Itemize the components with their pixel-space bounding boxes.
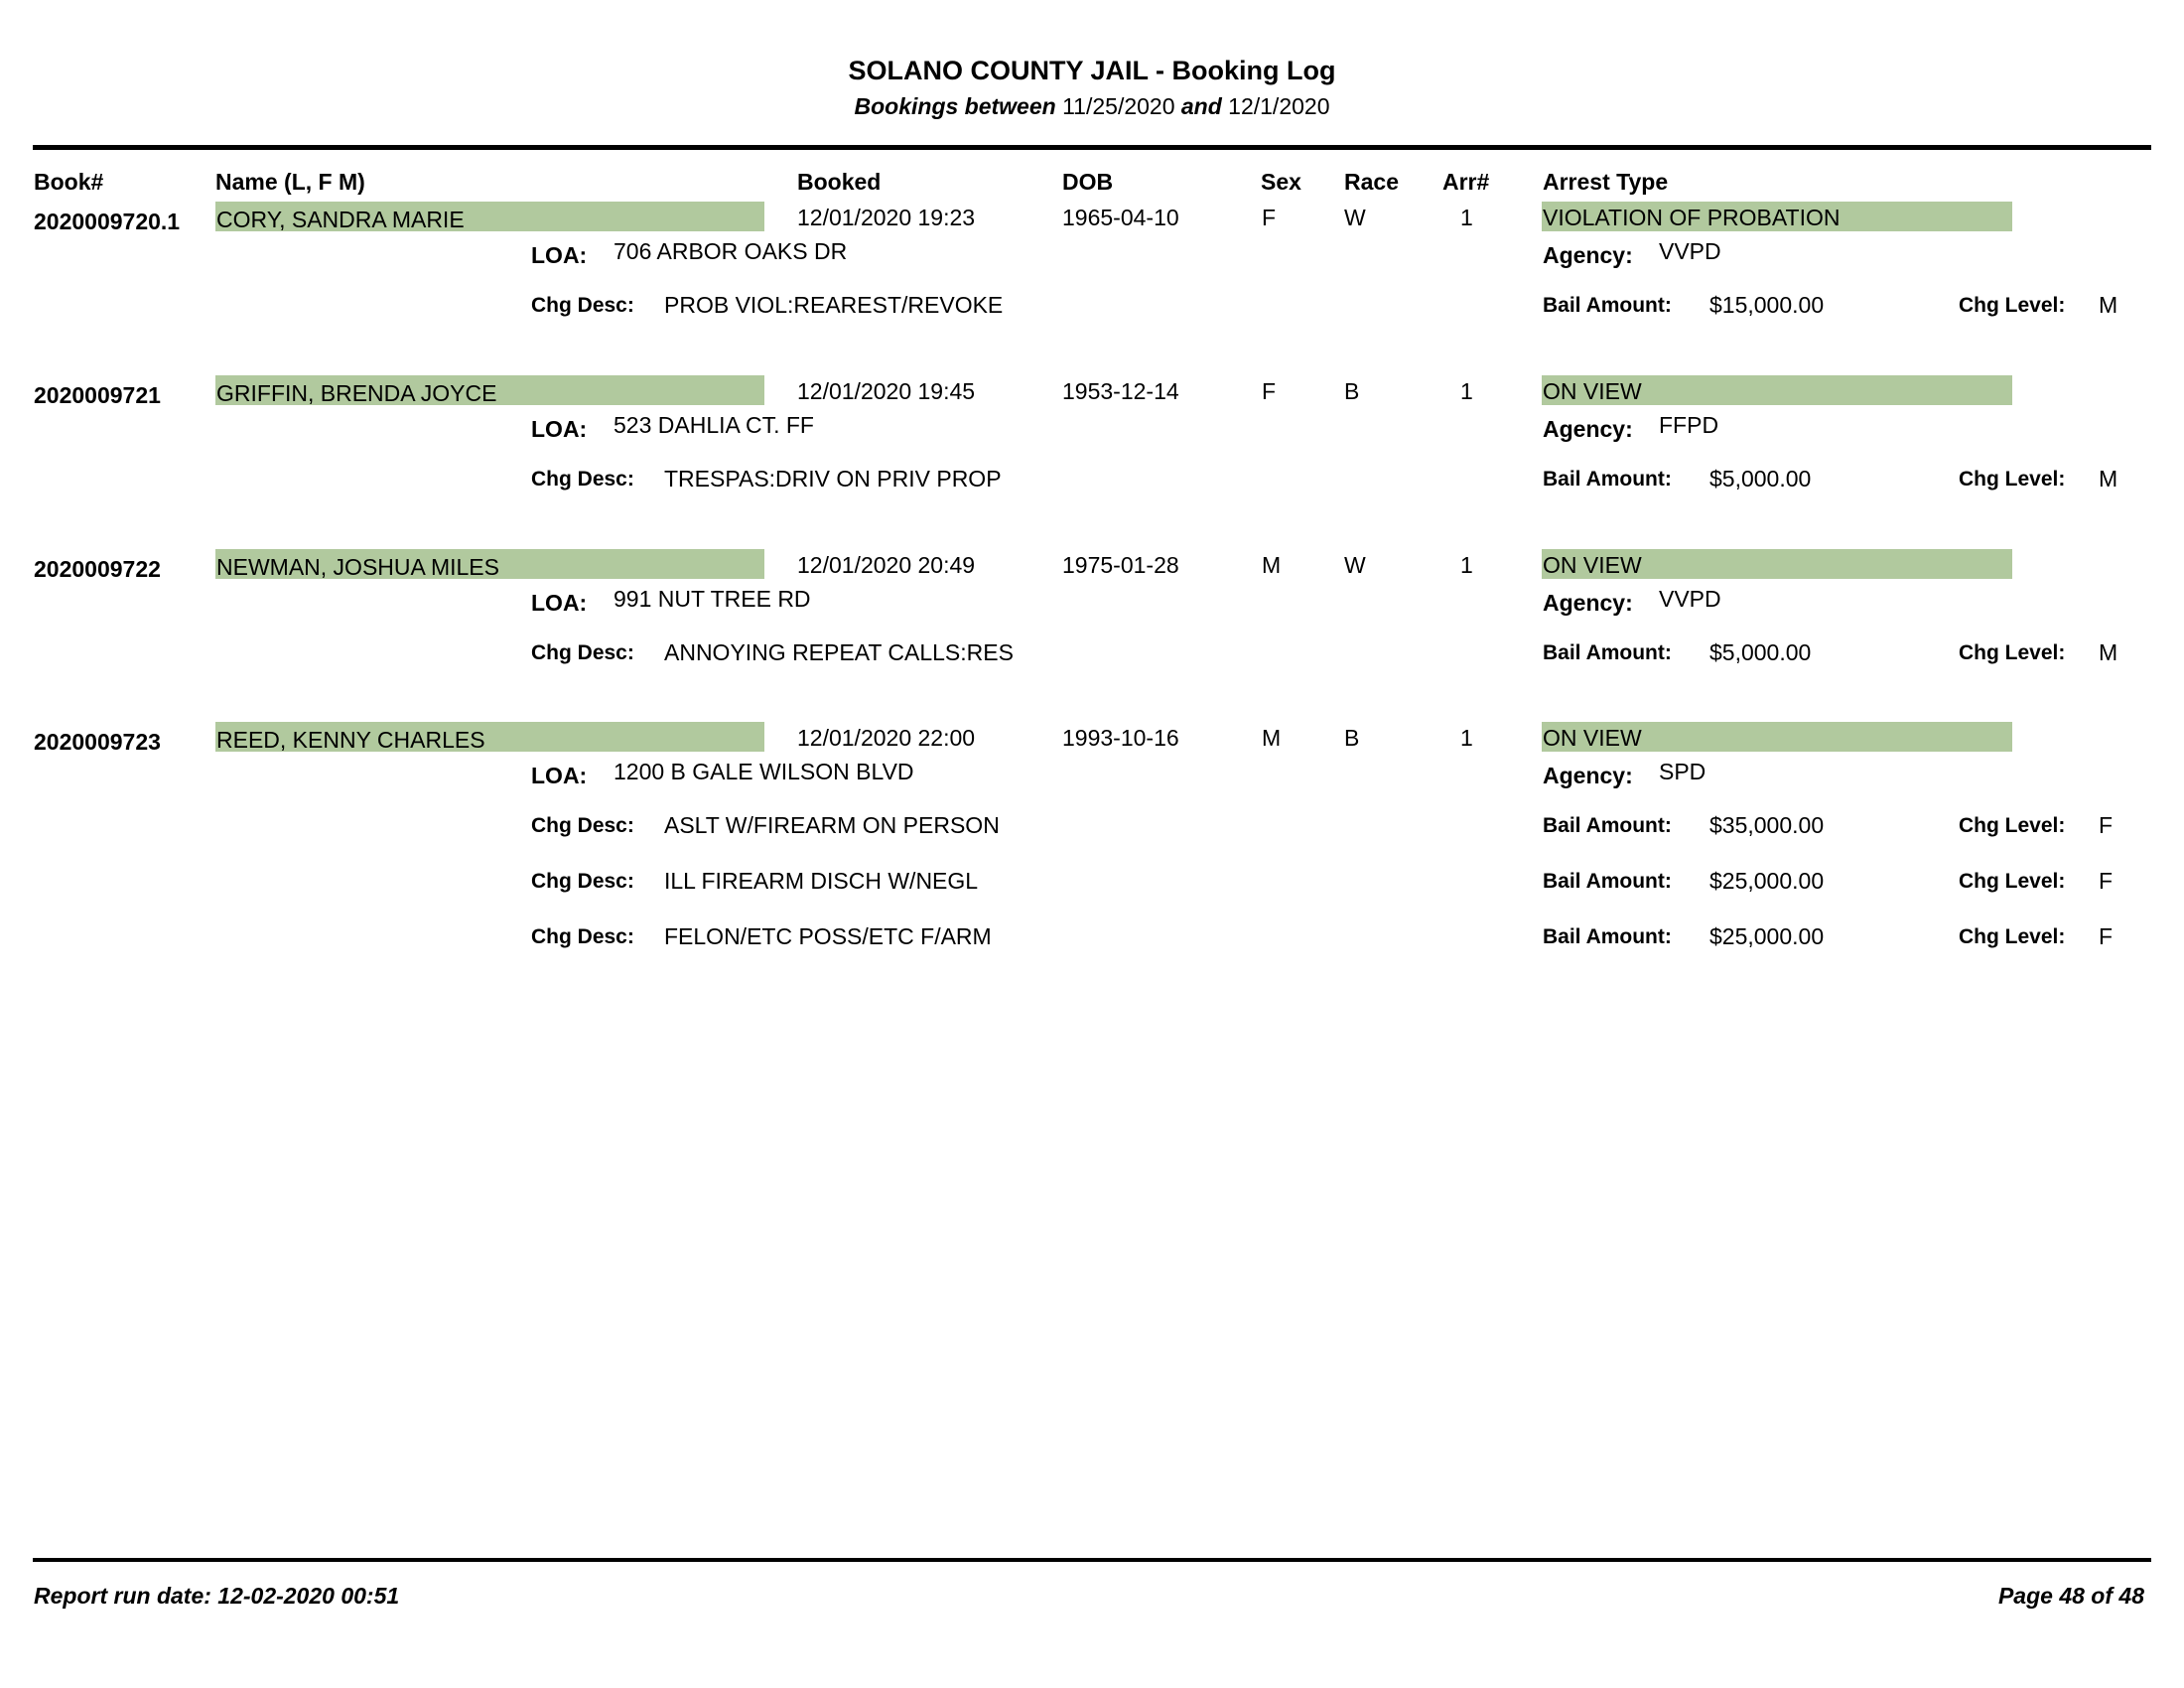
agency-label: Agency: [1543,590,1633,616]
booking-number: 2020009722 [34,556,161,582]
chg-desc-label: Chg Desc: [531,814,634,837]
bail-amount-label: Bail Amount: [1543,814,1672,837]
charge-description: ASLT W/FIREARM ON PERSON [664,812,1000,838]
booking-number: 2020009723 [34,729,161,755]
loa-address: 523 DAHLIA CT. FF [614,412,814,438]
chg-level-label: Chg Level: [1959,294,2066,317]
charge-level: F [2099,923,2114,949]
chg-level-label: Chg Level: [1959,925,2066,948]
bail-amount-label: Bail Amount: [1543,294,1672,317]
arrest-type: VIOLATION OF PROBATION [1543,205,1841,230]
sex: M [1262,725,1282,751]
bail-amount: $25,000.00 [1709,868,1825,894]
bail-amount: $25,000.00 [1709,923,1825,949]
agency-label: Agency: [1543,416,1633,442]
arrest-type: ON VIEW [1543,378,1642,404]
report-run-date: Report run date: 12-02-2020 00:51 [34,1583,400,1609]
inmate-name: REED, KENNY CHARLES [216,727,485,753]
inmate-name: GRIFFIN, BRENDA JOYCE [216,380,497,406]
bail-amount-label: Bail Amount: [1543,925,1672,948]
col-header-dob: DOB [1062,169,1114,195]
loa-label: LOA: [531,416,588,442]
chg-desc-label: Chg Desc: [531,294,634,317]
dob: 1953-12-14 [1062,378,1179,404]
page-number: Page 48 of 48 [1997,1583,2144,1609]
charge-description: FELON/ETC POSS/ETC F/ARM [664,923,992,949]
arrest-number: 1 [1460,205,1473,230]
charge-level: M [2099,466,2118,492]
charge-description: PROB VIOL:REAREST/REVOKE [664,292,1004,318]
range-prefix: Bookings between [854,93,1056,119]
charge-description: TRESPAS:DRIV ON PRIV PROP [664,466,1002,492]
inmate-name: NEWMAN, JOSHUA MILES [216,554,499,580]
agency: VVPD [1659,586,1721,612]
booked-datetime: 12/01/2020 19:23 [797,205,976,230]
bail-amount: $15,000.00 [1709,292,1825,318]
dob: 1975-01-28 [1062,552,1179,578]
bail-amount: $5,000.00 [1709,639,1812,665]
chg-level-label: Chg Level: [1959,814,2066,837]
agency: FFPD [1659,412,1719,438]
range-end-date: 12/1/2020 [1228,93,1330,119]
col-header-book: Book# [34,169,104,195]
booked-datetime: 12/01/2020 19:45 [797,378,976,404]
agency-label: Agency: [1543,763,1633,788]
chg-desc-label: Chg Desc: [531,468,634,491]
agency-label: Agency: [1543,242,1633,268]
loa-label: LOA: [531,763,588,788]
chg-level-label: Chg Level: [1959,641,2066,664]
loa-address: 1200 B GALE WILSON BLVD [614,759,914,784]
charge-level: F [2099,812,2114,838]
sex: M [1262,552,1282,578]
chg-level-label: Chg Level: [1959,468,2066,491]
dob: 1965-04-10 [1062,205,1179,230]
bail-amount-label: Bail Amount: [1543,641,1672,664]
range-join: and [1180,93,1222,119]
charge-level: M [2099,639,2118,665]
chg-desc-label: Chg Desc: [531,641,634,664]
race: W [1344,552,1366,578]
bail-amount-label: Bail Amount: [1543,870,1672,893]
bail-amount-label: Bail Amount: [1543,468,1672,491]
race: B [1344,725,1360,751]
header-rule [33,145,2151,150]
booking-number: 2020009720.1 [34,209,181,234]
loa-address: 991 NUT TREE RD [614,586,811,612]
col-header-sex: Sex [1261,169,1301,195]
race: B [1344,378,1360,404]
footer-rule [33,1558,2151,1562]
loa-label: LOA: [531,590,588,616]
col-header-arrest-type: Arrest Type [1543,169,1669,195]
charge-description: ILL FIREARM DISCH W/NEGL [664,868,979,894]
chg-desc-label: Chg Desc: [531,870,634,893]
dob: 1993-10-16 [1062,725,1179,751]
arrest-type: ON VIEW [1543,725,1642,751]
col-header-arr: Arr# [1442,169,1490,195]
sex: F [1262,378,1277,404]
col-header-booked: Booked [797,169,882,195]
inmate-name: CORY, SANDRA MARIE [216,207,465,232]
booked-datetime: 12/01/2020 20:49 [797,552,976,578]
report-subtitle [0,93,2184,120]
charge-description: ANNOYING REPEAT CALLS:RES [664,639,1014,665]
report-title: SOLANO COUNTY JAIL - Booking Log [848,56,1336,85]
arrest-type: ON VIEW [1543,552,1642,578]
chg-desc-label: Chg Desc: [531,925,634,948]
arrest-number: 1 [1460,378,1473,404]
charge-level: M [2099,292,2118,318]
booked-datetime: 12/01/2020 22:00 [797,725,976,751]
booking-number: 2020009721 [34,382,161,408]
race: W [1344,205,1366,230]
charge-level: F [2099,868,2114,894]
arrest-number: 1 [1460,552,1473,578]
chg-level-label: Chg Level: [1959,870,2066,893]
agency: SPD [1659,759,1706,784]
col-header-name: Name (L, F M) [215,169,365,195]
bail-amount: $35,000.00 [1709,812,1825,838]
bail-amount: $5,000.00 [1709,466,1812,492]
loa-label: LOA: [531,242,588,268]
agency: VVPD [1659,238,1721,264]
arrest-number: 1 [1460,725,1473,751]
col-header-race: Race [1344,169,1399,195]
range-start-date: 11/25/2020 [1062,93,1175,119]
loa-address: 706 ARBOR OAKS DR [614,238,848,264]
sex: F [1262,205,1277,230]
